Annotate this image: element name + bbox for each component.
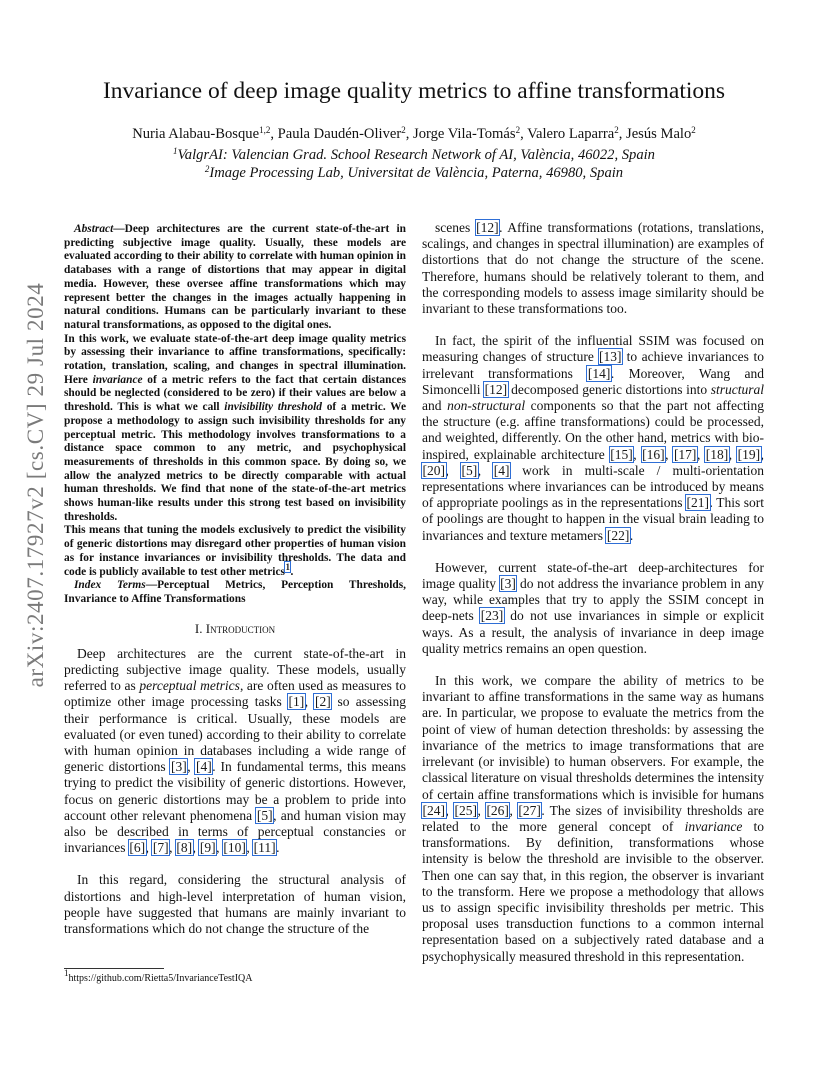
text-run: , bbox=[696, 446, 706, 462]
text-run: , bbox=[246, 840, 254, 856]
text-run: . bbox=[290, 565, 294, 578]
citation-link[interactable]: [2] bbox=[314, 694, 331, 710]
footnote-rule bbox=[64, 968, 164, 969]
emphasis: invariance bbox=[92, 373, 143, 386]
citation-link[interactable]: [21] bbox=[686, 495, 710, 511]
text-run: In this regard, considering the structural analysis of distortions and high-level interpretation of human vision, people have suggested that humans are mainly invariant to transformations which do not change the structure of the bbox=[64, 872, 406, 936]
author-name: Paula Daudén-Oliver bbox=[277, 126, 402, 142]
citation-link[interactable]: [24] bbox=[422, 802, 445, 818]
text-run: This means that tuning the models exclusively to predict the visibility of generic distortions may disregard other properties of human vision as for instance invariances or invisibility thresholds. The data and code is publicly available to test other metrics bbox=[64, 524, 406, 578]
text-run: of a metric. We propose a methodology to assign such invisibility thresholds for any perceptual metric. This methodology involves transformations to a distance space common to any metric, and psychophysical measurements of thresholds in this common space. By doing so, we allow the analyzed metrics to be directly comparable with actual human thresholds. We find that none of the state-of-the-art metrics shows human-like results under this strong test based on invisibility thresholds. bbox=[64, 401, 407, 523]
text-run: scenes bbox=[435, 220, 476, 235]
text-run: , bbox=[477, 462, 494, 478]
citation-link[interactable]: [20] bbox=[422, 462, 445, 478]
text-run: , bbox=[509, 802, 518, 818]
text-run: , bbox=[445, 802, 454, 818]
footnote-marker[interactable]: 1 bbox=[285, 561, 290, 572]
emphasis: non-structural bbox=[447, 398, 526, 414]
body-paragraph bbox=[64, 872, 406, 937]
author-separator: , bbox=[270, 126, 278, 142]
index-terms bbox=[64, 579, 406, 606]
text-run: . In fundamental terms, this means trying to predict the visibility of generic distortions. However, focus on generic distortions may be a problem to pride into account other relevant phenomena bbox=[64, 759, 407, 823]
citation-link[interactable]: [5] bbox=[461, 462, 478, 478]
author-affiliation-mark: 1,2 bbox=[259, 125, 271, 135]
abstract-paragraph bbox=[64, 223, 406, 333]
affiliation-2: $^2$Image Processing Lab, Universitat de València, Paterna, 46980, Spain bbox=[204, 164, 624, 181]
author-name: Jorge Vila-Tomás bbox=[413, 126, 516, 142]
citation-link[interactable]: [3] bbox=[170, 759, 187, 775]
citation-link[interactable]: [17] bbox=[673, 446, 697, 462]
author-name: Valero Laparra bbox=[527, 126, 615, 142]
citation-link[interactable]: [8] bbox=[176, 840, 193, 856]
text-run: , bbox=[665, 446, 674, 462]
text-run: do not use invariances in simple or explicit ways. As a result, the analysis of invariance in deep image quality metrics remains an open question. bbox=[422, 608, 764, 656]
citation-link[interactable]: [18] bbox=[705, 446, 729, 462]
text-run: so assessing their performance is critical. Usually, these models are evaluated (or even tuned) according to their ability to correlate with human opinion in databases including a wide range of generic distortions bbox=[64, 694, 406, 775]
author-affiliation-mark: 2 bbox=[401, 125, 406, 135]
emphasis: perceptual metrics bbox=[139, 678, 240, 694]
text-run: , bbox=[728, 446, 738, 462]
text-run: of a metric refers to the fact that certain distances should be neglected (considered to be zero) if their values are below a threshold. This is what we call bbox=[64, 373, 406, 414]
author-name: Jesús Malo bbox=[626, 126, 692, 142]
text-run: , bbox=[169, 840, 176, 856]
body-paragraph bbox=[422, 560, 764, 657]
abstract-paragraph bbox=[64, 333, 406, 525]
text-run: , bbox=[216, 840, 223, 856]
citation-link[interactable]: [25] bbox=[454, 802, 477, 818]
footnote-link[interactable]: https://github.com/Rietta5/InvarianceTestIQA bbox=[68, 973, 253, 984]
text-run: , are often used as measures to optimize other image processing tasks bbox=[64, 678, 406, 710]
citation-link[interactable]: [6] bbox=[129, 840, 146, 856]
author-separator: , bbox=[405, 126, 414, 142]
citation-link[interactable]: [16] bbox=[642, 446, 665, 462]
text-run: , bbox=[445, 462, 461, 478]
text-run: to achieve invariances to irrelevant transformations bbox=[422, 349, 764, 381]
text-run: and bbox=[422, 398, 448, 414]
citation-link[interactable]: [27] bbox=[518, 802, 541, 818]
emphasis: invisibility threshold bbox=[224, 401, 323, 414]
text-run: , bbox=[187, 759, 196, 775]
author-name: Nuria Alabau-Bosque bbox=[132, 126, 260, 142]
text-run: . bbox=[629, 527, 634, 543]
text-run: In fact, the spirit of the influential SSIM was focused on measuring changes of structure bbox=[422, 333, 764, 365]
arxiv-identifier-stamp: arXiv:2407.17927v2 [cs.CV] 29 Jul 2024 bbox=[23, 282, 48, 688]
footnote: $^1$https://github.com/Rietta5/InvarianceTestIQA bbox=[64, 968, 253, 984]
body-paragraph bbox=[64, 646, 406, 857]
emphasis: Index Terms bbox=[74, 579, 146, 592]
text-run: , bbox=[633, 446, 642, 462]
citation-link[interactable]: [3] bbox=[500, 576, 516, 592]
citation-link[interactable]: [10] bbox=[223, 840, 246, 856]
author-separator: , bbox=[520, 126, 528, 142]
text-run: However, current state-of-the-art deep-architectures for image quality bbox=[422, 559, 764, 592]
citation-link[interactable]: [13] bbox=[599, 349, 622, 365]
text-run: do not address the invariance problem in any way, while examples that try to apply the SSIM concept in deep-nets bbox=[422, 576, 764, 624]
right-column bbox=[422, 220, 764, 965]
citation-link[interactable]: [23] bbox=[480, 608, 504, 624]
text-run: . Affine transformations (rotations, translations, scalings, and changes in spectral illumination) are examples of distortions that do not change the structure of the scene. Therefore, humans should be relatively tolerant to them, and the corresponding models to assess image similarity should be invariant to these transformations too. bbox=[422, 220, 764, 317]
citation-link[interactable]: [26] bbox=[486, 802, 509, 818]
citation-link[interactable]: [12] bbox=[484, 381, 508, 397]
text-run: components so that the part not affecting the structure (e.g. affine transformations) could be processed, and weighted, differently. On the other hand, metrics with bio-inspired, explainable architecture bbox=[422, 398, 764, 462]
author-affiliation-mark: 2 bbox=[691, 125, 696, 135]
text-run: , bbox=[304, 694, 315, 710]
abstract bbox=[64, 223, 406, 607]
citation-link[interactable]: [5] bbox=[256, 807, 273, 823]
author-separator: , bbox=[618, 126, 627, 142]
author-list bbox=[60, 126, 768, 143]
body-paragraph bbox=[422, 220, 764, 317]
text-run: , and human vision may also be described in terms of perceptual constancies or invariances bbox=[64, 807, 406, 856]
text-run: . bbox=[276, 840, 280, 856]
text-run: . The sizes of invisibility thresholds are related to the more general concept of bbox=[422, 802, 765, 834]
citation-link[interactable]: [22] bbox=[606, 527, 630, 543]
text-run: to transformations. By definition, transformations whose intensity is below the threshold are invisible to the observer. Then one can say that, in this region, the observer is invariant to the transform. Here we propose a methodology that allows us to assign specific invisibility thresholds per metric. This proposal uses transduction functions to a common internal representation based on a subjectively rated database and a psychophysically measured threshold in this representation. bbox=[422, 818, 764, 964]
abstract-paragraph bbox=[64, 524, 406, 579]
citation-link[interactable]: [4] bbox=[195, 759, 212, 775]
body-paragraph bbox=[422, 333, 764, 544]
introduction-left bbox=[64, 646, 406, 937]
text-run: , bbox=[760, 446, 765, 462]
section-heading: I. Introduction bbox=[194, 620, 276, 636]
citation-link[interactable]: [19] bbox=[737, 446, 761, 462]
text-run: —Perceptual Metrics, Perception Thresholds, Invariance to Affine Transformations bbox=[64, 579, 407, 605]
affiliation-1: $^1$ValgrAI: Valencian Grad. School Research Network of AI, València, 46022, Spain bbox=[173, 146, 655, 163]
paper-title: Invariance of deep image quality metrics to affine transformations bbox=[102, 78, 726, 104]
author-affiliation-mark: 2 bbox=[614, 125, 619, 135]
text-run: . This sort of poolings are thought to happen in the visual brain leading to invariances and texture metamers bbox=[422, 495, 764, 543]
text-run: . Moreover, Wang and Simoncelli bbox=[422, 365, 765, 397]
citation-link[interactable]: [7] bbox=[152, 840, 169, 856]
citation-link[interactable]: [15] bbox=[610, 446, 633, 462]
citation-link[interactable]: [12] bbox=[476, 220, 499, 235]
citation-link[interactable]: [11] bbox=[253, 840, 276, 856]
emphasis: structural bbox=[710, 381, 764, 397]
text-run: In this work, we evaluate state-of-the-art deep image quality metrics by assessing their invariance to affine transformations, specifically: rotation, translation, scaling, and changes in spectral illumination. Here bbox=[64, 332, 406, 386]
emphasis: Abstract bbox=[74, 223, 114, 235]
text-run: Deep architectures are the current state-of-the-art in predicting subjective image quality. These models, usually referred to as bbox=[64, 645, 406, 694]
citation-link[interactable]: [14] bbox=[587, 365, 611, 381]
text-run: —Deep architectures are the current state-of-the-art in predicting subjective image quality. Usually, these models are evaluated according to their ability to correlate with human opinion in databases with a range of distortions that may appear in digital media. However, these oversee affine transformations which may represent better the changes in the images actually happening in natural conditions. Humans can be particularly invariant to these natural transformations, as opposed to the digital ones. bbox=[64, 223, 406, 331]
body-paragraph bbox=[422, 673, 764, 965]
text-run: work in multi-scale / multi-orientation representations where invariances can be introduced by means of appropriate poolings as in the representations bbox=[422, 462, 765, 511]
citation-link[interactable]: [9] bbox=[199, 840, 216, 856]
emphasis: invariance bbox=[684, 818, 743, 834]
text-run: decomposed generic distortions into bbox=[507, 381, 711, 397]
author-affiliation-mark: 2 bbox=[515, 125, 521, 135]
text-run: , bbox=[145, 840, 153, 856]
text-run: , bbox=[192, 840, 200, 856]
citation-link[interactable]: [1] bbox=[288, 694, 305, 710]
text-run: In this work, we compare the ability of metrics to be invariant to affine transformations in the same way as humans are. In particular, we propose to evaluate the metrics from the point of view of human detection thresholds: by assessing the invariance of the metrics to image transformations that are irrelevant (or invisible) to human observers. For example, the classical literature on visual thresholds determines the intensity of certain affine transformations which is invisible for humans bbox=[422, 673, 764, 802]
left-column bbox=[64, 223, 406, 937]
text-run: , bbox=[477, 802, 486, 818]
citation-link[interactable]: [4] bbox=[493, 462, 510, 478]
